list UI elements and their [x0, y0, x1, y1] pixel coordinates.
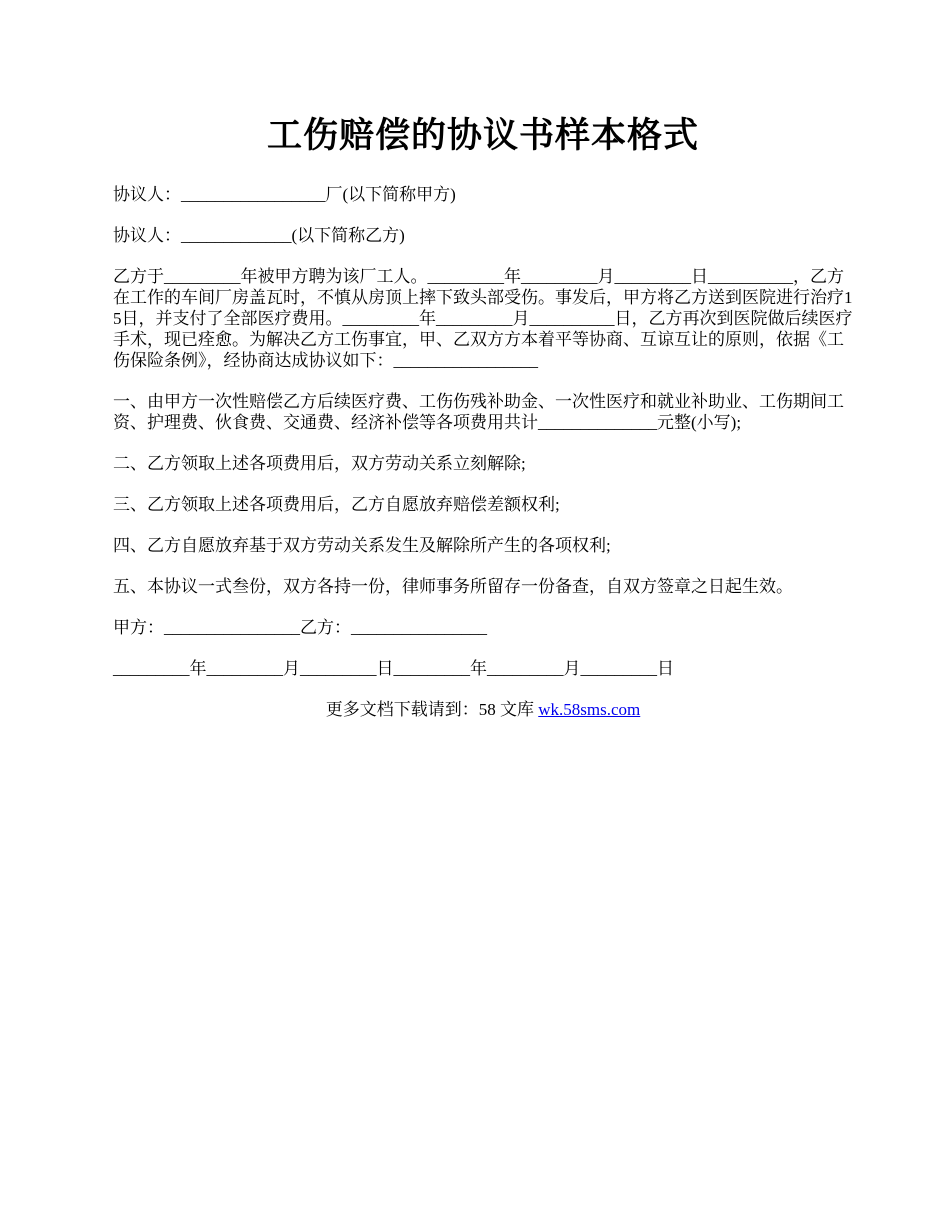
signature-line: 甲方：________________乙方：________________: [113, 618, 487, 637]
document-title: 工伤赔偿的协议书样本格式: [266, 115, 699, 156]
footer-text: 更多文档下载请到：58 文库: [325, 700, 539, 719]
party-a-line: 协议人：_________________厂(以下简称甲方): [113, 185, 456, 204]
clause-5: 五、本协议一式叁份，双方各持一份，律师事务所留存一份备查，自双方签章之日起生效。: [113, 577, 793, 596]
clause-4: 四、乙方自愿放弃基于双方劳动关系发生及解除所产生的各项权利;: [113, 536, 611, 555]
download-footer: [113, 699, 853, 720]
clause-2: 二、乙方领取上述各项费用后，双方劳动关系立刻解除;: [113, 454, 526, 473]
clause-1: 一、由甲方一次性赔偿乙方后续医疗费、工伤伤残补助金、一次性医疗和就业补助业、工伤期间工资、护理费、伙食费、交通费、经济补偿等各项费用共计______________元整(小写);: [113, 392, 844, 432]
date-line: _________年_________月_________日_________年_________月_________日: [113, 659, 674, 678]
footer-link[interactable]: wk.58sms.com: [538, 700, 641, 719]
party-b-line: 协议人：_____________(以下简称乙方): [113, 226, 405, 245]
document-page: [113, 108, 853, 720]
clause-3: 三、乙方领取上述各项费用后，乙方自愿放弃赔偿差额权利;: [113, 495, 560, 514]
background-paragraph: 乙方于_________年被甲方聘为该厂工人。_________年_________月_________日__________，乙方在工作的车间厂房盖瓦时，不慎从房顶上摔下致头部受伤。事发后，甲方将乙方送到医院进行治疗15日，并支付了全部医疗费用。_________年_________月__________日，乙方再次到医院做后续医疗手术，现已痊愈。为解决乙方工伤事宜，甲、乙双方方本着平等协商、互谅互让的原则，依据《工伤保险条例》，经协商达成协议如下：_________________: [113, 267, 853, 370]
